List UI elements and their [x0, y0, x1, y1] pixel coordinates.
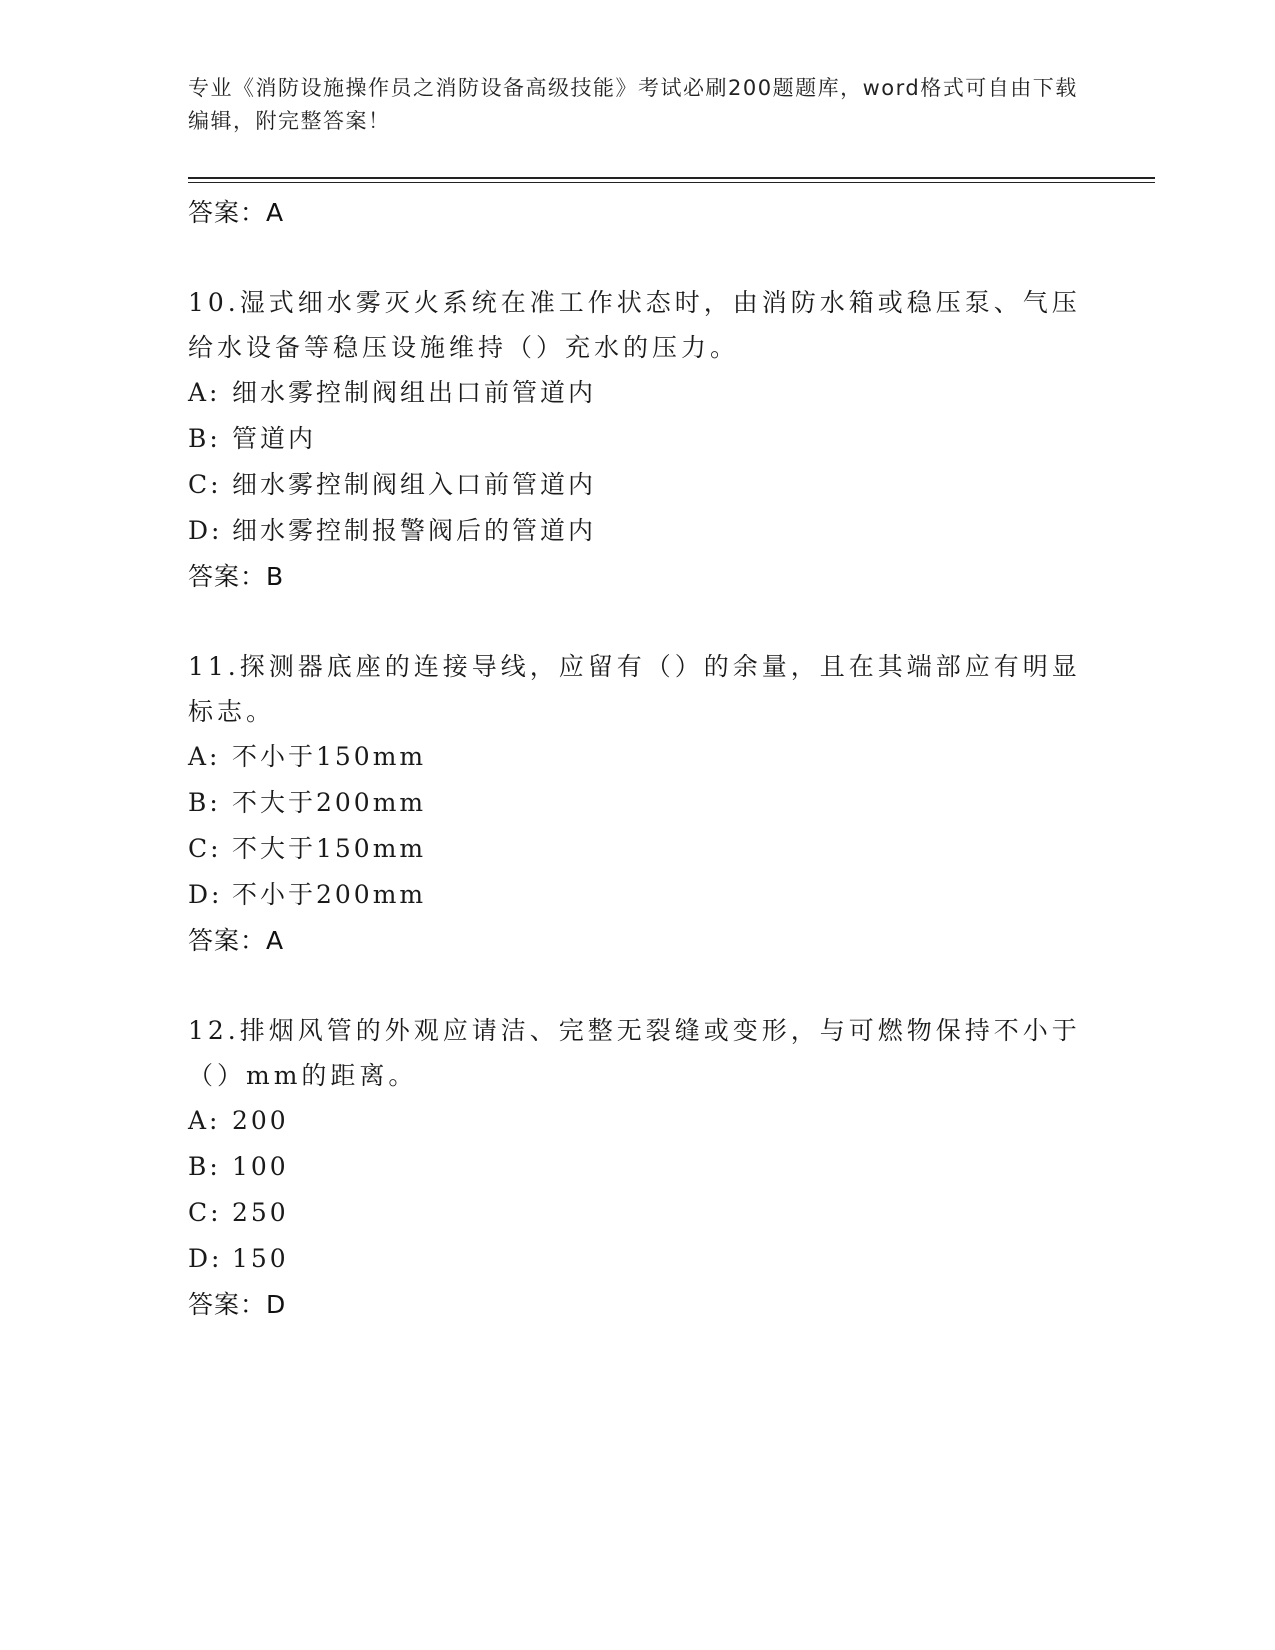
header-divider-thin: [188, 182, 1155, 183]
option-c: [188, 462, 1088, 508]
option-label: B:: [188, 424, 221, 453]
option-c: [188, 826, 1088, 872]
option-text: 管道内: [232, 424, 317, 453]
option-text: 细水雾控制报警阀后的管道内: [232, 516, 597, 545]
question-block-10: [188, 280, 1088, 600]
option-b: [188, 416, 1088, 462]
option-text: 不大于200mm: [232, 788, 427, 817]
option-label: B:: [188, 788, 221, 817]
option-text: 细水雾控制阀组出口前管道内: [232, 378, 597, 407]
option-a: [188, 1098, 1088, 1144]
option-d: [188, 872, 1088, 918]
option-label: C:: [188, 1198, 222, 1227]
option-b: [188, 1144, 1088, 1190]
question-stem: 10.湿式细水雾灭火系统在准工作状态时，由消防水箱或稳压泵、气压给水设备等稳压设施维持（）充水的压力。: [188, 288, 1081, 362]
option-list: [188, 370, 1088, 554]
option-label: D:: [188, 880, 223, 909]
option-label: A:: [188, 1106, 221, 1135]
answer-key: 答案：D: [188, 1290, 287, 1319]
option-label: C:: [188, 834, 222, 863]
answer-key: 答案：B: [188, 562, 285, 591]
question-block-12: [188, 1008, 1088, 1328]
option-label: A:: [188, 742, 221, 771]
option-d: [188, 1236, 1088, 1282]
option-c: [188, 1190, 1088, 1236]
option-d: [188, 508, 1088, 554]
option-label: C:: [188, 470, 222, 499]
option-list: [188, 1098, 1088, 1282]
question-stem: 12.排烟风管的外观应请洁、完整无裂缝或变形，与可燃物保持不小于（）mm的距离。: [188, 1016, 1081, 1090]
option-list: [188, 734, 1088, 918]
answer-key: 答案：A: [188, 926, 285, 955]
option-text: 细水雾控制阀组入口前管道内: [232, 470, 597, 499]
option-text: 不大于150mm: [232, 834, 427, 863]
option-text: 不小于200mm: [232, 880, 427, 909]
option-b: [188, 780, 1088, 826]
option-label: D:: [188, 1244, 223, 1273]
option-text: 200: [232, 1106, 289, 1135]
question-content: [188, 190, 1088, 1328]
option-label: A:: [188, 378, 221, 407]
option-text: 不小于150mm: [232, 742, 427, 771]
option-text: 150: [232, 1244, 289, 1273]
previous-answer: 答案：A: [188, 198, 285, 227]
option-label: D:: [188, 516, 223, 545]
option-a: [188, 734, 1088, 780]
header-divider-thick: [188, 177, 1155, 179]
option-a: [188, 370, 1088, 416]
option-text: 100: [232, 1152, 289, 1181]
document-header: 专业《消防设施操作员之消防设备高级技能》考试必刷200题题库，word格式可自由下载编辑，附完整答案！: [188, 76, 1078, 133]
option-label: B:: [188, 1152, 221, 1181]
question-stem: 11.探测器底座的连接导线，应留有（）的余量，且在其端部应有明显标志。: [188, 652, 1081, 726]
question-block-11: [188, 644, 1088, 964]
option-text: 250: [232, 1198, 289, 1227]
